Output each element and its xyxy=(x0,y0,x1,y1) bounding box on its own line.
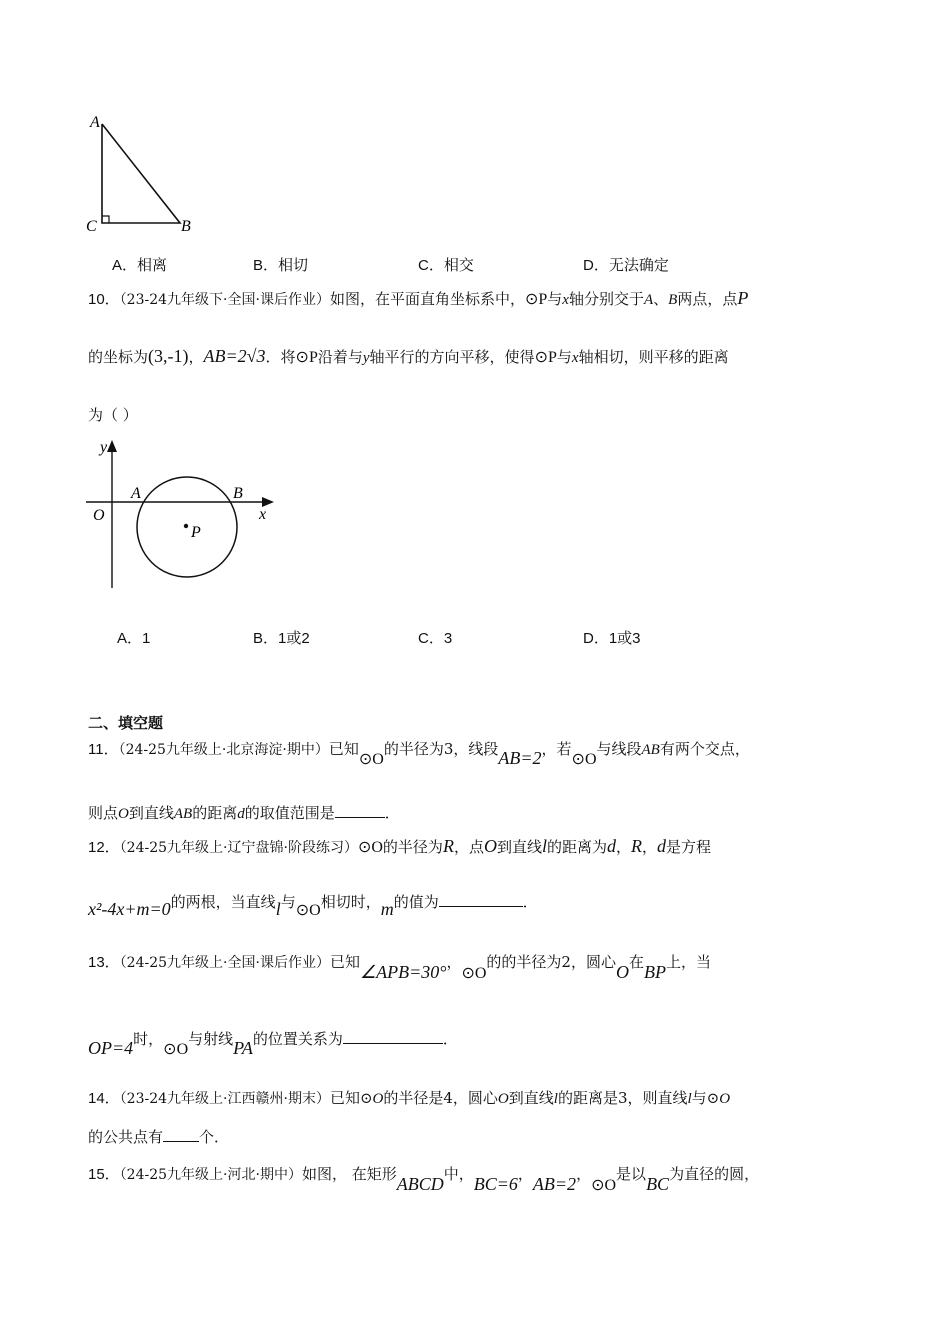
right-angle-mark xyxy=(102,216,109,223)
q10-option-c[interactable]: C．3 xyxy=(418,630,453,647)
question-source: （23-24九年级上·江西赣州·期末） xyxy=(119,1091,330,1107)
q9-option-d[interactable]: D．无法确定 xyxy=(583,256,669,274)
q13-line-2: OP=4时，⊙O与射线PA的位置关系为 ． xyxy=(88,1030,458,1058)
origin-label: O xyxy=(93,507,105,524)
question-source: （24-25九年级上·辽宁盘锦·阶段练习） xyxy=(119,840,358,856)
answer-blank[interactable] xyxy=(343,1029,443,1044)
question-number: 13． xyxy=(88,954,120,971)
answer-blank[interactable] xyxy=(163,1127,199,1142)
answer-blank[interactable] xyxy=(335,803,385,818)
section-heading: 二、填空题 xyxy=(88,714,164,732)
q14-line-1: 14．（23-24九年级上·江西赣州·期末）已知⊙O的半径是4，圆心O到直线l的距离是3，则直线l与⊙O xyxy=(88,1089,731,1107)
right-triangle-figure xyxy=(80,108,210,240)
y-axis-arrow-icon xyxy=(107,440,117,452)
vertex-b-label: B xyxy=(181,218,191,235)
point-a-label: A xyxy=(131,485,141,502)
question-number: 15． xyxy=(88,1166,120,1183)
q12-line-1: 12．（24-25九年级上·辽宁盘锦·阶段练习）⊙O的半径为R，点O到直线l的距离为d，R，d是方程 xyxy=(88,836,712,856)
q11-line-1: 11．（24-25九年级上·北京海淀·期中）已知⊙O的半径为3，线段AB=2，若⊙O与线段AB有两个交点， xyxy=(88,740,750,768)
question-number: 11． xyxy=(88,741,119,758)
q10-line-2: 的坐标为(3,-1)，AB=2√3．将⊙P沿着与y轴平行的方向平移，使得⊙P与x轴相切，则平移的距离 xyxy=(88,346,729,366)
question-number: 12． xyxy=(88,839,120,856)
q14-line-2: 的公共点有 个． xyxy=(88,1128,230,1146)
q9-option-c[interactable]: C．相交 xyxy=(418,256,474,274)
coordinate-circle-figure xyxy=(80,432,290,597)
vertex-a-label: A xyxy=(90,114,100,131)
q10-option-d[interactable]: D．1或3 xyxy=(583,630,641,647)
q10-option-a[interactable]: A．1 xyxy=(117,630,151,647)
x-axis-label: x xyxy=(259,506,267,523)
q15-line-1: 15．（24-25九年级上·河北·期中）如图， 在矩形ABCD中，BC=6，AB=2，⊙O是以BC为直径的圆， xyxy=(88,1165,760,1194)
question-number: 10． xyxy=(88,291,120,308)
question-source: （24-25九年级上·河北·期中） xyxy=(119,1167,302,1183)
center-p-dot xyxy=(184,524,188,528)
y-axis-label: y xyxy=(100,439,108,456)
q10-option-b[interactable]: B．1或2 xyxy=(253,630,310,647)
triangle-abc xyxy=(102,124,180,223)
q11-line-2: 则点O到直线AB的距离d的取值范围是 ． xyxy=(88,804,400,822)
q10-line-3: 为（ ） xyxy=(88,406,138,424)
question-number: 14． xyxy=(88,1090,120,1107)
point-b-label: B xyxy=(233,485,243,502)
question-source: （24-25九年级上·全国·课后作业） xyxy=(119,955,330,971)
vertex-c-label: C xyxy=(86,218,97,235)
q10-line-1: 10．（23-24九年级下·全国·课后作业）如图，在平面直角坐标系中，⊙P与x轴分别交于A、B两点，点P xyxy=(88,288,749,308)
question-source: （24-25九年级上·北京海淀·期中） xyxy=(118,742,329,758)
question-source: （23-24九年级下·全国·课后作业） xyxy=(119,292,330,308)
point-p-label: P xyxy=(191,524,201,541)
q9-option-b[interactable]: B．相切 xyxy=(253,256,309,274)
q9-option-a[interactable]: A．相离 xyxy=(112,256,168,274)
answer-blank[interactable] xyxy=(439,892,523,907)
q12-line-2: x²-4x+m=0的两根，当直线l与⊙O相切时，m的值为 ． xyxy=(88,893,538,919)
q13-line-1: 13．（24-25九年级上·全国·课后作业）已知∠APB=30°，⊙O的的半径为2，圆心O在BP上，当 xyxy=(88,953,711,982)
